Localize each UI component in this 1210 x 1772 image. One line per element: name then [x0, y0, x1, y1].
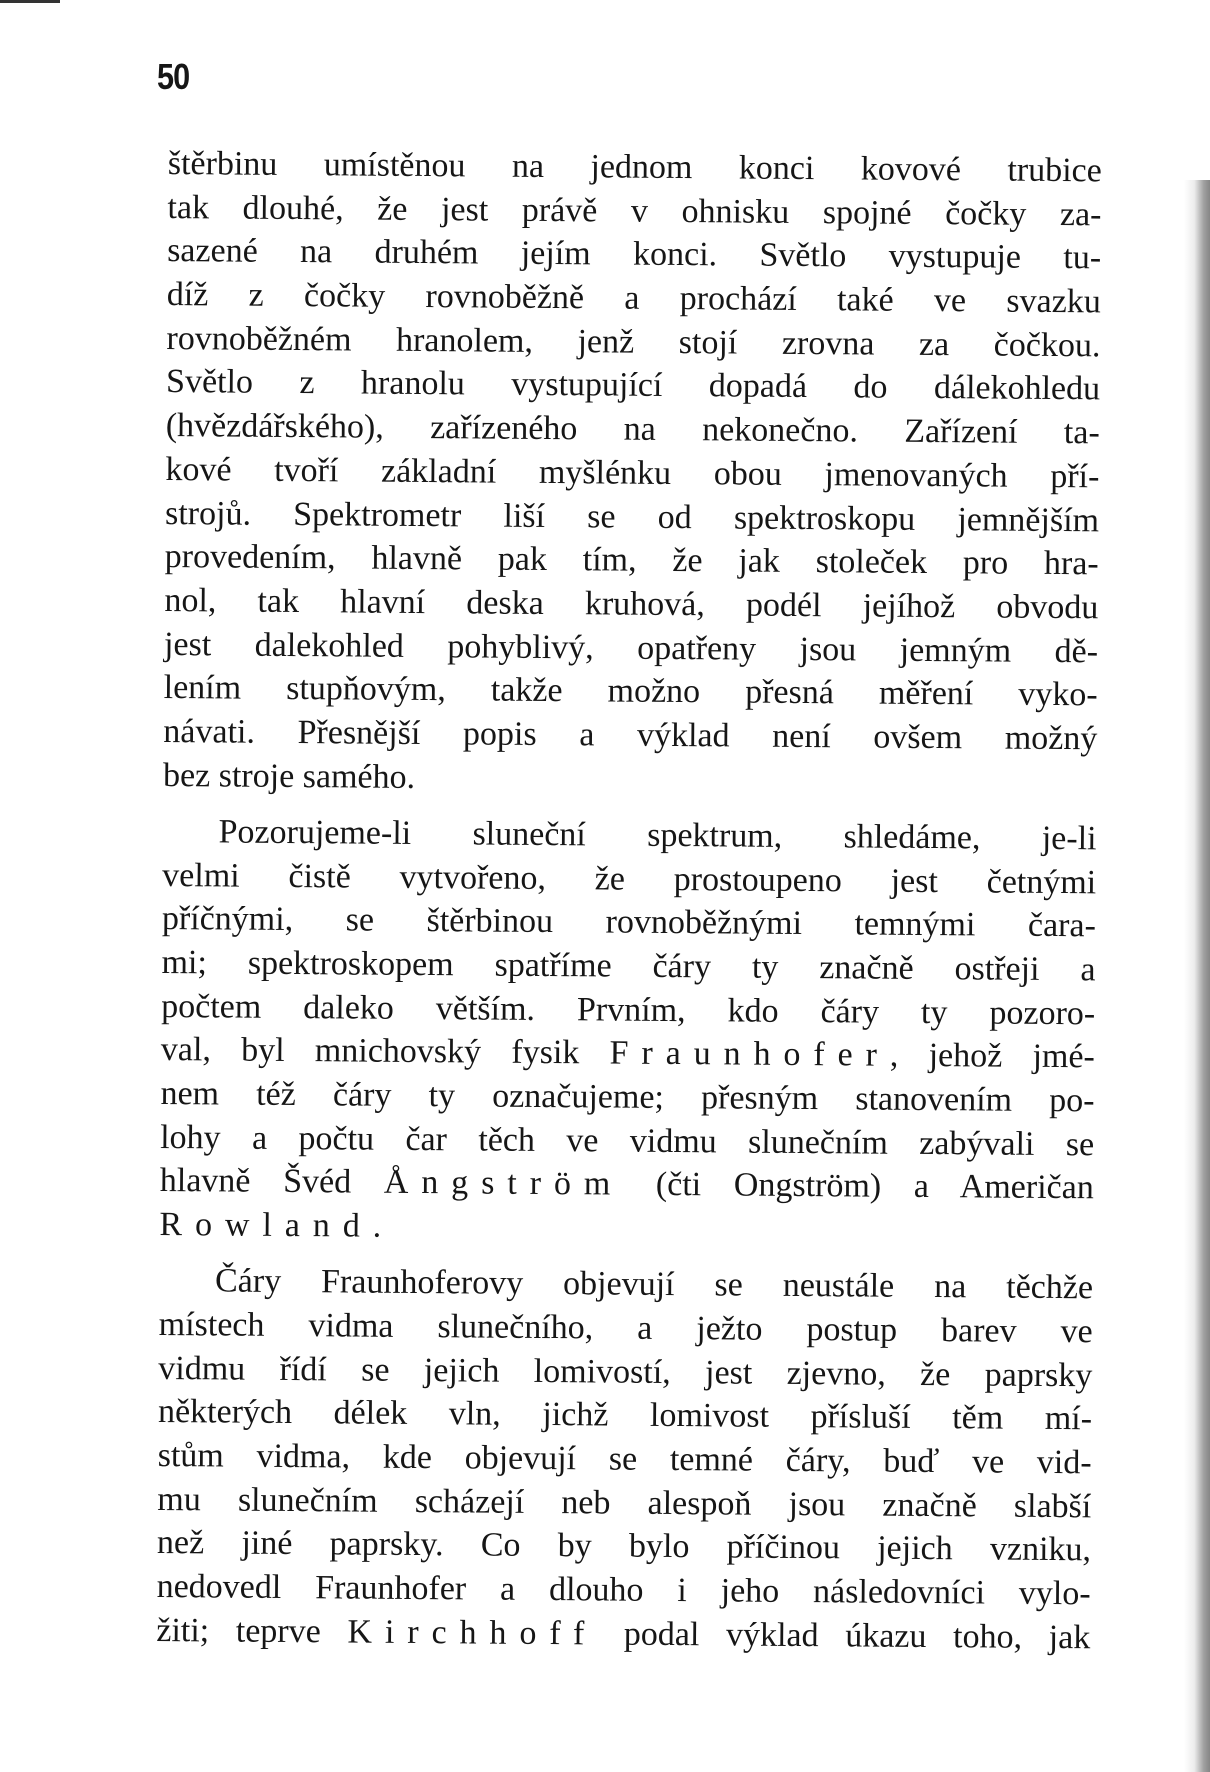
text-segment: bez stroje samého. — [162, 756, 416, 796]
text-line — [160, 1116, 1094, 1167]
text-line — [166, 404, 1100, 455]
text-segment: hlavně Švéd — [159, 1162, 384, 1202]
text-line — [162, 897, 1096, 948]
text-line — [158, 1390, 1092, 1441]
text-line — [159, 1303, 1093, 1354]
text-segment: díž z čočky rovnoběžně a prochází také ve svazku — [166, 276, 1101, 321]
text-segment: (hvězdářského), zařízeného na nekonečno. Zařízení ta- — [165, 407, 1100, 452]
text-segment: tak dlouhé, že jest právě v ohnisku spojné čočky za- — [167, 188, 1102, 234]
text-line — [159, 1203, 1093, 1254]
text-line — [156, 1609, 1090, 1660]
text-line — [167, 186, 1101, 237]
text-line — [161, 985, 1095, 1036]
text-segment: nedovedl Fraunhofer a dlouho i jeho následovníci vylo- — [156, 1567, 1091, 1613]
text-segment: provedením, hlavně pak tím, že jak stoleček pro hra- — [164, 538, 1099, 583]
scan-edge-right — [1184, 180, 1210, 1772]
text-segment: podal výklad úkazu toho, jak — [597, 1615, 1091, 1656]
scan-edge-top — [0, 0, 60, 3]
text-segment: strojů. Spektrometr liší se od spektroskopu jemnějším — [164, 494, 1100, 539]
text-line — [157, 1521, 1091, 1572]
text-line — [163, 710, 1097, 761]
text-segment: kové tvoří základní myšlénku obou jmenovaných pří- — [165, 450, 1100, 496]
text-line — [162, 853, 1096, 904]
text-line — [158, 1434, 1092, 1485]
text-segment: lohy a počtu čar těch ve vidmu slunečním zabývali se — [160, 1118, 1095, 1163]
text-segment: nol, tak hlavní deska kruhová, podél jejíhož obvodu — [164, 581, 1099, 627]
text-line — [159, 1259, 1093, 1310]
text-line — [162, 810, 1096, 861]
paragraph — [163, 142, 1102, 805]
text-line — [165, 491, 1099, 542]
spaced-name: Kirchhoff — [347, 1613, 598, 1653]
body-text — [156, 142, 1102, 1672]
text-segment: vidmu řídí se jejich lomivostí, jest zjevno, že paprsky — [158, 1349, 1093, 1394]
text-line — [161, 1028, 1095, 1079]
text-segment: stům vidma, kde objevují se temné čáry, buď ve vid- — [157, 1436, 1092, 1482]
text-segment: lením stupňovým, takže možno přesná měření vyko- — [163, 669, 1098, 714]
text-segment: mi; spektroskopem spatříme čáry ty značně ostřeji a — [161, 943, 1096, 989]
text-line — [163, 754, 1097, 805]
text-segment: jest dalekohled pohyblivý, opatřeny jsou jemným dě- — [163, 625, 1099, 670]
text-segment: (čti Ongström) a Američan — [623, 1165, 1094, 1207]
text-line — [157, 1478, 1091, 1529]
text-segment: mu slunečním scházejí neb alespoň jsou značně slabší — [157, 1480, 1092, 1525]
text-segment: žiti; teprve — [156, 1611, 348, 1651]
text-segment: Čáry Fraunhoferovy objevují se neustále na těchže — [214, 1262, 1094, 1307]
text-segment: než jiné paprsky. Co by bylo příčinou jejich vzniku, — [156, 1524, 1092, 1569]
text-line — [166, 360, 1100, 411]
text-segment: Světlo z hranolu vystupující dopadá do dálekohledu — [165, 363, 1101, 408]
text-line — [160, 1159, 1094, 1210]
paragraph — [159, 810, 1096, 1254]
text-line — [165, 448, 1099, 499]
text-segment: štěrbinu umístěnou na jednom konci kovové trubice — [167, 144, 1102, 190]
text-segment: nem též čáry ty označujeme; přesným stanovením po- — [160, 1074, 1095, 1120]
text-line — [164, 623, 1098, 674]
paragraph — [156, 1259, 1093, 1660]
text-line — [161, 941, 1095, 992]
text-line — [164, 666, 1098, 717]
text-line — [164, 579, 1098, 630]
text-segment: val, byl mnichovský fysik — [160, 1031, 610, 1072]
page-number: 50 — [157, 56, 190, 97]
text-segment: místech vidma slunečního, a ježto postup barev ve — [158, 1305, 1093, 1351]
text-segment: . — [372, 1207, 382, 1245]
text-line — [156, 1565, 1090, 1616]
text-line — [167, 229, 1101, 280]
text-segment: velmi čistě vytvořeno, že prostoupeno jest četnými — [162, 856, 1097, 901]
text-segment: návati. Přesnější popis a výklad není ovšem možný — [163, 712, 1098, 758]
spaced-name: Fraunhofer — [609, 1034, 891, 1074]
text-segment: rovnoběžném hranolem, jenž stojí zrovna za čočkou. — [166, 319, 1101, 365]
text-segment: některých délek vln, jichž lomivost přísluší těm mí- — [157, 1393, 1093, 1438]
text-segment: počtem daleko větším. Prvním, kdo čáry ty pozoro- — [161, 987, 1096, 1032]
text-segment: příčnými, se štěrbinou rovnoběžnými temnými čara- — [161, 900, 1097, 945]
spaced-name: Rowland — [159, 1205, 373, 1245]
text-segment: Pozorujeme-li sluneční spektrum, shledáme, je-li — [218, 813, 1097, 858]
text-segment: sazené na druhém jejím konci. Světlo vystupuje tu- — [166, 232, 1102, 277]
text-line — [160, 1072, 1094, 1123]
spaced-name: Ångström — [383, 1164, 624, 1203]
text-line — [168, 142, 1102, 193]
text-line — [167, 273, 1101, 324]
text-line — [165, 535, 1099, 586]
text-segment: , jehož jmé- — [889, 1036, 1095, 1076]
text-line — [158, 1347, 1092, 1398]
text-line — [166, 317, 1100, 368]
